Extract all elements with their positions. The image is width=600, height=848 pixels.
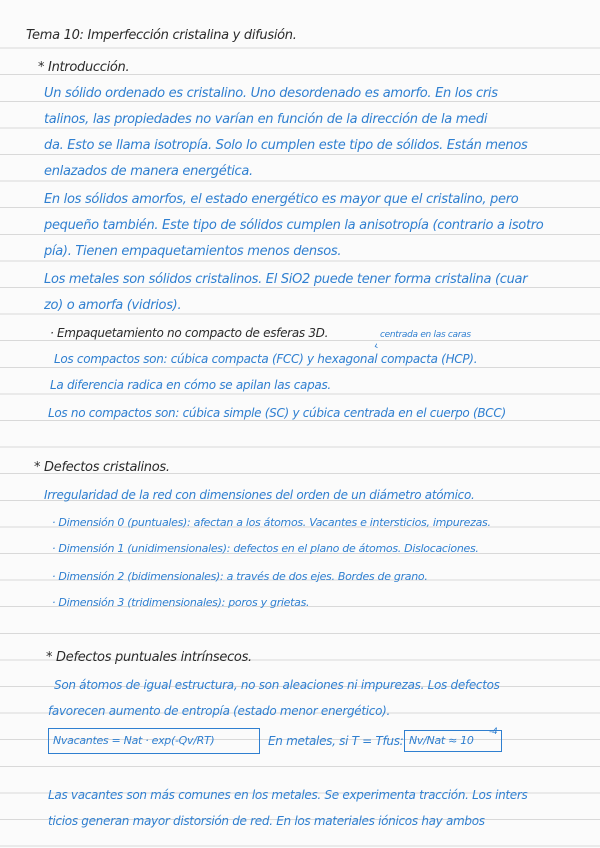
formula-box-vacancies bbox=[48, 728, 260, 754]
section-heading-introduction: * Introducción. bbox=[38, 60, 130, 75]
defects-intro: Irregularidad de la red con dimensiones del orden de un diámetro atómico. bbox=[44, 488, 475, 502]
intro-paragraph-line: Un sólido ordenado es cristalino. Uno desordenado es amorfo. En los cris bbox=[44, 86, 498, 101]
formula-box-ratio bbox=[404, 727, 502, 752]
section-heading-intrinsic-defects: * Defectos puntuales intrínsecos. bbox=[46, 650, 252, 665]
packing-heading: · Empaquetamiento no compacto de esferas 3D. bbox=[50, 326, 329, 340]
vacancies-paragraph-line: ticios generan mayor distorsión de red. En los materiales iónicos hay ambos bbox=[48, 814, 485, 828]
defect-dimension-item: · Dimensión 0 (puntuales): afectan a los átomos. Vacantes e intersticios, impurezas. bbox=[52, 516, 491, 529]
metals-paragraph-line: Los metales son sólidos cristalinos. El SiO2 puede tener forma cristalina (cuar bbox=[44, 272, 528, 287]
amorphous-paragraph-line: pequeño también. Este tipo de sólidos cumplen la anisotropía (contrario a isotro bbox=[44, 218, 544, 233]
intro-paragraph-line: enlazados de manera energética. bbox=[44, 164, 253, 179]
intrinsic-paragraph-line: favorecen aumento de entropía (estado menor energético). bbox=[48, 704, 391, 718]
defect-dimension-item: · Dimensión 3 (tridimensionales): poros y grietas. bbox=[52, 596, 310, 609]
section-heading-defects: * Defectos cristalinos. bbox=[34, 460, 170, 475]
intro-paragraph-line: da. Esto se llama isotropía. Solo lo cumplen este tipo de sólidos. Están menos bbox=[44, 138, 528, 153]
ratio-formula: Nv/Nat ≈ 10 bbox=[409, 734, 474, 747]
packing-line: La diferencia radica en cómo se apilan las capas. bbox=[50, 378, 331, 392]
packing-line: Los no compactos son: cúbica simple (SC) y cúbica centrada en el cuerpo (BCC) bbox=[48, 406, 506, 420]
packing-annotation: centrada en las caras bbox=[380, 330, 471, 340]
defect-dimension-item: · Dimensión 2 (bidimensionales): a través de dos ejes. Bordes de grano. bbox=[52, 570, 428, 583]
annotation-arrow-icon: ‹ bbox=[371, 338, 381, 353]
packing-line: Los compactos son: cúbica compacta (FCC) y hexagonal compacta (HCP). bbox=[54, 352, 478, 366]
page-title: Tema 10: Imperfección cristalina y difusión. bbox=[26, 28, 297, 43]
intro-paragraph-line: talinos, las propiedades no varían en función de la dirección de la medi bbox=[44, 112, 488, 127]
vacancy-formula: Nvacantes = Nat · exp(-Qv/RT) bbox=[53, 734, 215, 747]
formula-condition: En metales, si T = Tfus: bbox=[268, 734, 404, 748]
ratio-exponent: -4 bbox=[489, 727, 498, 737]
vacancies-paragraph-line: Las vacantes son más comunes en los metales. Se experimenta tracción. Los inters bbox=[48, 788, 528, 802]
defect-dimension-item: · Dimensión 1 (unidimensionales): defectos en el plano de átomos. Dislocaciones. bbox=[52, 542, 479, 555]
intrinsic-paragraph-line: Son átomos de igual estructura, no son aleaciones ni impurezas. Los defectos bbox=[54, 678, 500, 692]
metals-paragraph-line: zo) o amorfa (vidrios). bbox=[44, 298, 182, 313]
amorphous-paragraph-line: En los sólidos amorfos, el estado energético es mayor que el cristalino, pero bbox=[44, 192, 519, 207]
amorphous-paragraph-line: pía). Tienen empaquetamientos menos densos. bbox=[44, 244, 342, 259]
